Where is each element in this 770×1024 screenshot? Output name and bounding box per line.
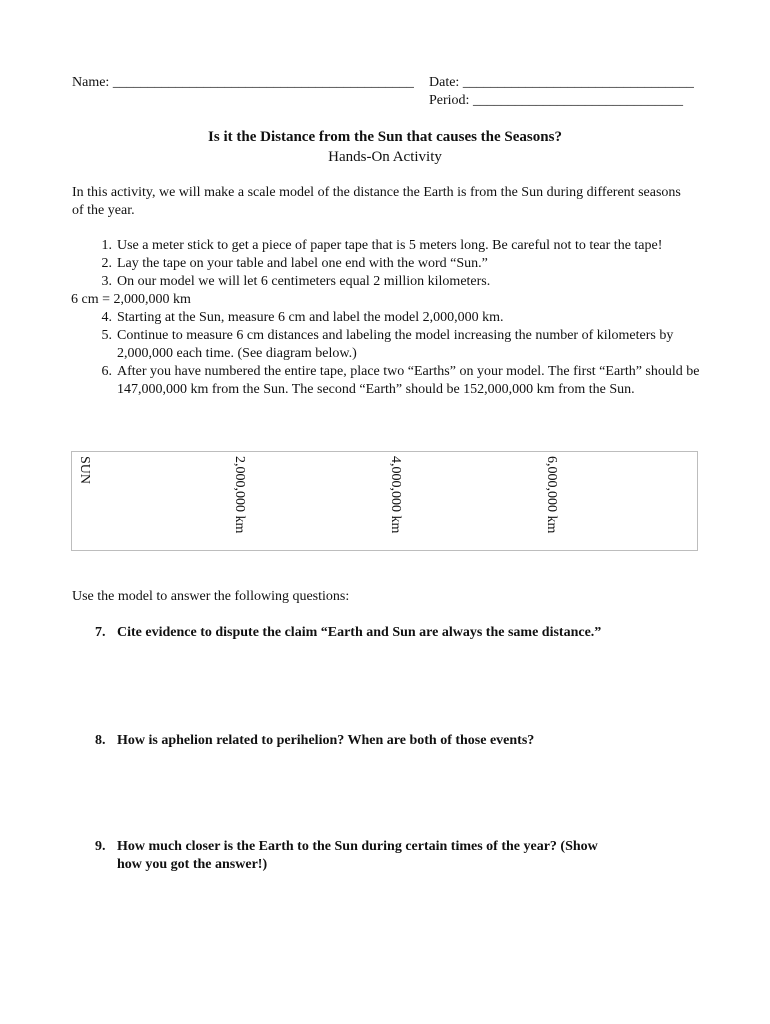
- steps-list: [72, 237, 702, 399]
- step-number: 4.: [101, 310, 112, 325]
- step-text: Starting at the Sun, measure 6 cm and label the model 2,000,000 km.: [117, 310, 504, 325]
- step-text: On our model we will let 6 centimeters equal 2 million kilometers.: [117, 274, 491, 289]
- step-number: 2.: [101, 256, 112, 271]
- step-text: Lay the tape on your table and label one end with the word “Sun.”: [117, 256, 488, 271]
- step-number: 3.: [101, 274, 112, 289]
- step-number: 6.: [101, 364, 112, 379]
- question-text: How much closer is the Earth to the Sun during certain times of the year? (Show how you got the answer!): [117, 839, 598, 872]
- question-text: Cite evidence to dispute the claim “Earth and Sun are always the same distance.”: [117, 625, 602, 640]
- question-number: 9.: [95, 839, 106, 854]
- list-item: [72, 237, 702, 255]
- list-item: [72, 363, 702, 399]
- page-subtitle: Hands-On Activity: [328, 149, 442, 165]
- step-text: Use a meter stick to get a piece of paper tape that is 5 meters long. Be careful not to tear the tape!: [117, 238, 663, 253]
- tape-label-4m: 4,000,000 km: [388, 456, 403, 534]
- date-period-block: [429, 74, 694, 110]
- step-text: After you have numbered the entire tape, place two “Earths” on your model. The first “Earth” should be 147,000,000 km from the Sun. The second “Earth” should be 152,000,000 km from the Sun.: [117, 364, 700, 397]
- questions-intro: Use the model to answer the following questions:: [72, 589, 350, 604]
- tape-diagram: [71, 451, 698, 551]
- page-title: Is it the Distance from the Sun that causes the Seasons?: [208, 129, 562, 145]
- tape-label-sun: SUN: [77, 456, 92, 485]
- intro-paragraph: In this activity, we will make a scale model of the distance the Earth is from the Sun during different seasons of the year.: [72, 185, 681, 218]
- list-item: [72, 309, 702, 327]
- date-field: Date: _________________________________: [429, 75, 694, 90]
- list-item: [72, 255, 702, 273]
- period-field: Period: ______________________________: [429, 93, 683, 108]
- name-field: Name: ___________________________________________: [72, 75, 414, 90]
- tape-label-6m: 6,000,000 km: [544, 456, 559, 534]
- question-number: 8.: [95, 733, 106, 748]
- step-text: Continue to measure 6 cm distances and labeling the model increasing the number of kilometers by 2,000,000 each time. (See diagram below.): [117, 328, 674, 361]
- scale-note: 6 cm = 2,000,000 km: [71, 292, 191, 307]
- title-block: [0, 128, 770, 168]
- step-number: 5.: [101, 328, 112, 343]
- question-number: 7.: [95, 625, 106, 640]
- step-number: 1.: [101, 238, 112, 253]
- question-text: How is aphelion related to perihelion? When are both of those events?: [117, 733, 535, 748]
- list-item: [72, 273, 702, 291]
- list-item: [72, 327, 702, 363]
- tape-label-2m: 2,000,000 km: [232, 456, 247, 534]
